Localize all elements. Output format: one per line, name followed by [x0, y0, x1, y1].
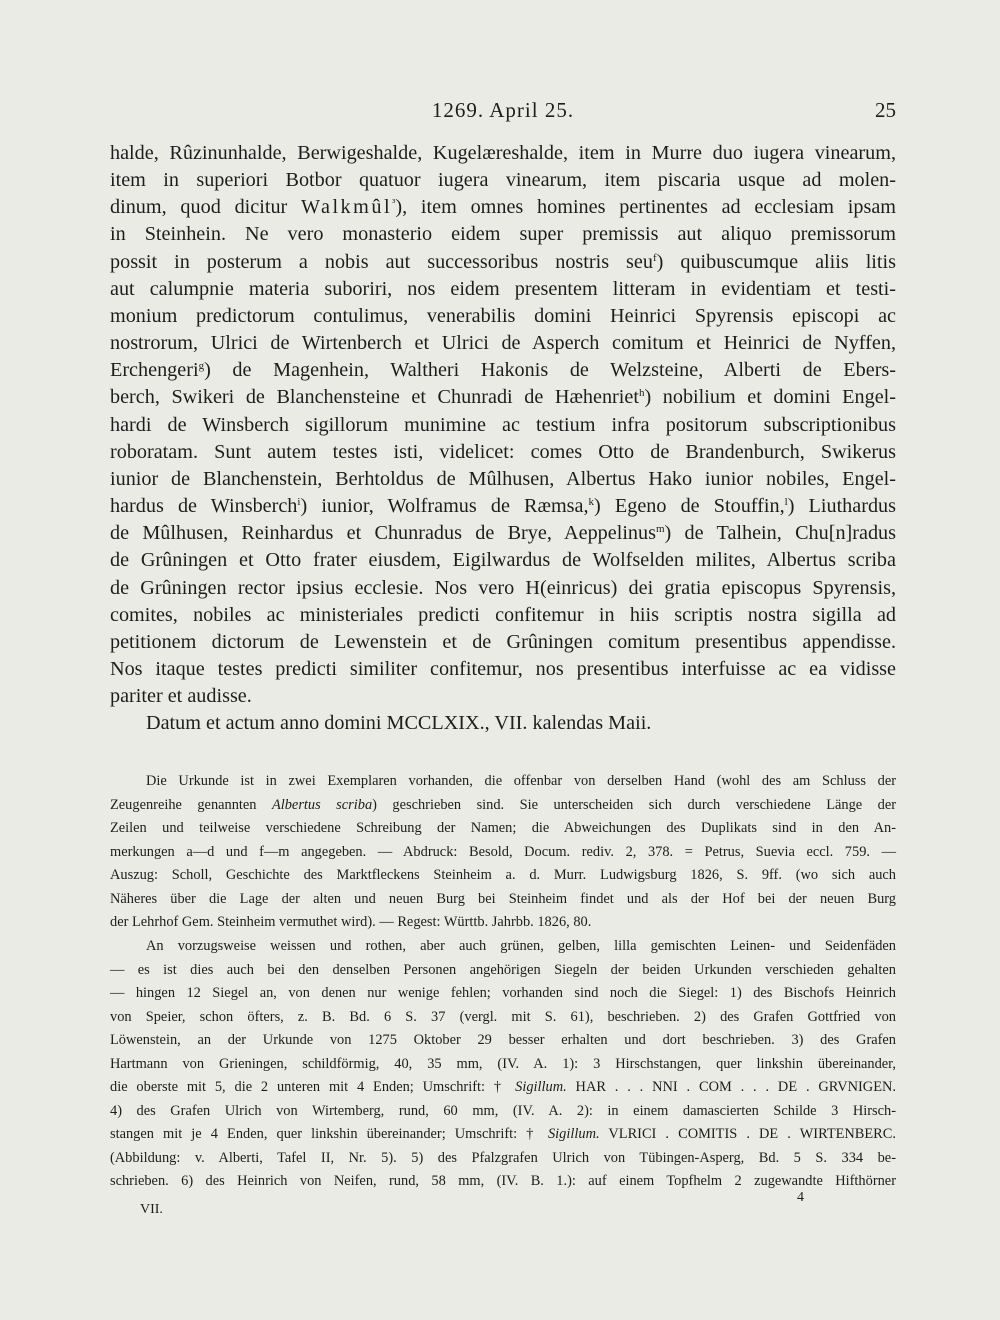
note-line: An vorzugsweise weissen und rothen, aber auch grünen, gelben, lilla gemischten Leinen- und Seidenfäden — [146, 938, 896, 954]
footnote-marker: ³ — [392, 197, 396, 210]
text-line: possit in posterum a nobis aut successoribus nostris seu$^f$) quibuscumque aliis litis — [110, 250, 896, 273]
signature-mark: VII. — [140, 1202, 163, 1217]
note-line: (Abbildung: v. Alberti, Tafel II, Nr. 5). 5) des Pfalzgrafen Ulrich von Tübingen-Asperg, Bd. 5 S. 334 be- — [110, 1149, 896, 1166]
note-line: die oberste mit 5, die 2 unteren mit 4 Enden; Umschrift: † Sigillum. HAR . . . NNI . COM . . . DE . GRVNIGEN. — [110, 1079, 896, 1095]
sheet-number: 4 — [797, 1190, 804, 1205]
note-line: Auszug: Scholl, Geschichte des Marktfleckens Steinheim a. d. Murr. Ludwigsburg 1826, S. 9ff. (wo sich auch — [110, 867, 896, 883]
footnote-marker: f — [652, 251, 657, 264]
text-line: dinum, quod dicitur Walkmûl$^{^3}$), item omnes homines pertinentes ad ecclesiam ipsam — [110, 196, 896, 219]
spaced-name: Walkmûl — [301, 196, 393, 219]
text-line: pariter et audisse. — [110, 685, 252, 708]
note-line: merkungen a—d und f—m angegeben. — Abdruck: Besold, Docum. rediv. 2, 378. = Petrus, Suevia eccl. 759. — — [110, 843, 896, 860]
text-line: roboratam. Sunt autem testes isti, videlicet: comes Otto de Brandenburch, Swikerus — [110, 440, 896, 463]
note-line: schrieben. 6) des Heinrich von Neifen, rund, 58 mm, (IV. B. 1.): auf einem Topfhelm 2 zugewandte Hifthörner — [110, 1173, 896, 1189]
text-line: aut calumpnie materia suboriri, nos eidem presentem litteram in evidentiam et testi- — [110, 277, 896, 300]
text-line: berch, Swikeri de Blanchensteine et Chunradi de Hæhenriet$^h$) nobilium et domini Engel- — [110, 386, 896, 409]
footnote-marker: i — [297, 496, 301, 509]
note-line: — es ist dies auch bei den denselben Personen angehörigen Siegeln der beiden Urkunden verschieden gehalten — [110, 961, 896, 978]
footnote-marker: l — [784, 496, 788, 509]
footnote-marker: m — [655, 523, 665, 536]
text-line: comites, nobiles ac ministeriales predicti confitemur in hiis scriptis nostra sigilla ad — [110, 603, 896, 626]
text-line: monium predictorum contulimus, venerabilis domini Heinrici Spyrensis episcopi ac — [110, 304, 896, 327]
text-line: hardus de Winsberch$^i$) iunior, Wolframus de Ræmsa,$^k$) Egeno de Stouffin,$^l$) Liuthardus — [110, 495, 896, 518]
note-line: Näheres über die Lage der alten und neuen Burg bei Steinheim findet und als der Hof bei der neuen Burg — [110, 890, 896, 907]
note-line: Zeugenreihe genannten Albertus scriba) geschrieben sind. Sie unterscheiden sich durch verschiedene Länge der — [110, 796, 896, 813]
text-line: petitionem dictorum de Lewenstein et de Grûningen comitum presentibus appendisse. — [110, 630, 896, 653]
note-line: Die Urkunde ist in zwei Exemplaren vorhanden, die offenbar von derselben Hand (wohl des am Schluss der — [146, 773, 896, 789]
text-line: halde, Rûzinunhalde, Berwigeshalde, Kugelæreshalde, item in Murre duo iugera vinearum, — [110, 142, 896, 164]
text-line: Erchengeri$^g$) de Magenhein, Waltheri Hakonis de Welzsteine, Alberti de Ebers- — [110, 359, 896, 382]
header-date: 1269. April 25. — [431, 98, 575, 122]
text-line: in Steinhein. Ne vero monasterio eidem super premissis aut aliquo premissorum — [110, 223, 896, 246]
note-line: Hartmann von Grieningen, schildförmig, 40, 35 mm, (IV. A. 1): 3 Hirschstangen, quer linkshin übereinander, — [110, 1055, 896, 1072]
note-line: 4) des Grafen Ulrich von Wirtemberg, rund, 60 mm, (IV. A. 2): in einem damascierten Schilde 3 Hirsch- — [110, 1102, 896, 1119]
footnote-marker: k — [588, 496, 595, 509]
page-number: 25 — [875, 98, 896, 122]
running-header — [110, 98, 896, 128]
note-line: stangen mit je 4 Enden, quer linkshin übereinander; Umschrift: † Sigillum. VLRICI . COMITIS . DE . WIRTENBERC. — [110, 1126, 896, 1142]
note-line: — hingen 12 Siegel an, von denen nur wenige fehlen; vorhanden sind noch die Siegel: 1) des Bischofs Heinrich — [110, 985, 896, 1001]
text-line: nostrorum, Ulrici de Wirtenberch et Ulrici de Asperch comitum et Heinrici de Nyffen, — [110, 332, 896, 355]
seal-description — [110, 935, 896, 1194]
text-line: de Grûningen et Otto frater eiusdem, Eigilwardus de Wolfselden milites, Albertus scriba — [110, 549, 896, 572]
page-footer — [110, 1190, 896, 1218]
note-line: Zeilen und teilweise verschiedene Schreibung der Namen; die Abweichungen des Duplikats sind in den An- — [110, 820, 896, 836]
text-line: hardi de Winsberch sigillorum munimine ac testium infra positorum subscriptionibus — [110, 413, 896, 436]
text-line: iunior de Blanchenstein, Berhtoldus de Mûlhusen, Albertus Hako iunior nobiles, Engel- — [110, 467, 896, 490]
text-line: de Grûningen rector ipsius ecclesie. Nos vero H(einricus) dei gratia episcopus Spyrensis, — [110, 576, 896, 599]
note-line: Löwenstein, an der Urkunde von 1275 Oktober 29 besser erhalten und dort beschrieben. 3) des Grafen — [110, 1032, 896, 1048]
editorial-note — [110, 770, 896, 935]
text-line: de Mûlhusen, Reinhardus et Chunradus de Brye, Aeppelinus$^m$) de Talhein, Chu[n]radus — [110, 522, 897, 545]
footnote-marker: h — [638, 387, 645, 400]
footnote-marker: g — [198, 360, 205, 373]
charter-text — [110, 140, 896, 737]
datum-line: Datum et actum anno domini MCCLXIX., VII. kalendas Maii. — [146, 712, 652, 735]
note-line: der Lehrhof Gem. Steinheim vermuthet wird). — Regest: Württb. Jahrbb. 1826, 80. — [110, 914, 592, 930]
text-line: item in superiori Botbor quatuor iugera vinearum, item piscaria usque ad molen- — [110, 169, 896, 192]
text-line: Nos itaque testes predicti similiter confitemur, nos presentibus interfuisse ac ea vidisse — [110, 657, 896, 680]
note-line: von Speier, schon öfters, z. B. Bd. 6 S. 37 (vergl. mit S. 61), beschrieben. 2) des Grafen Gottfried von — [110, 1008, 896, 1025]
